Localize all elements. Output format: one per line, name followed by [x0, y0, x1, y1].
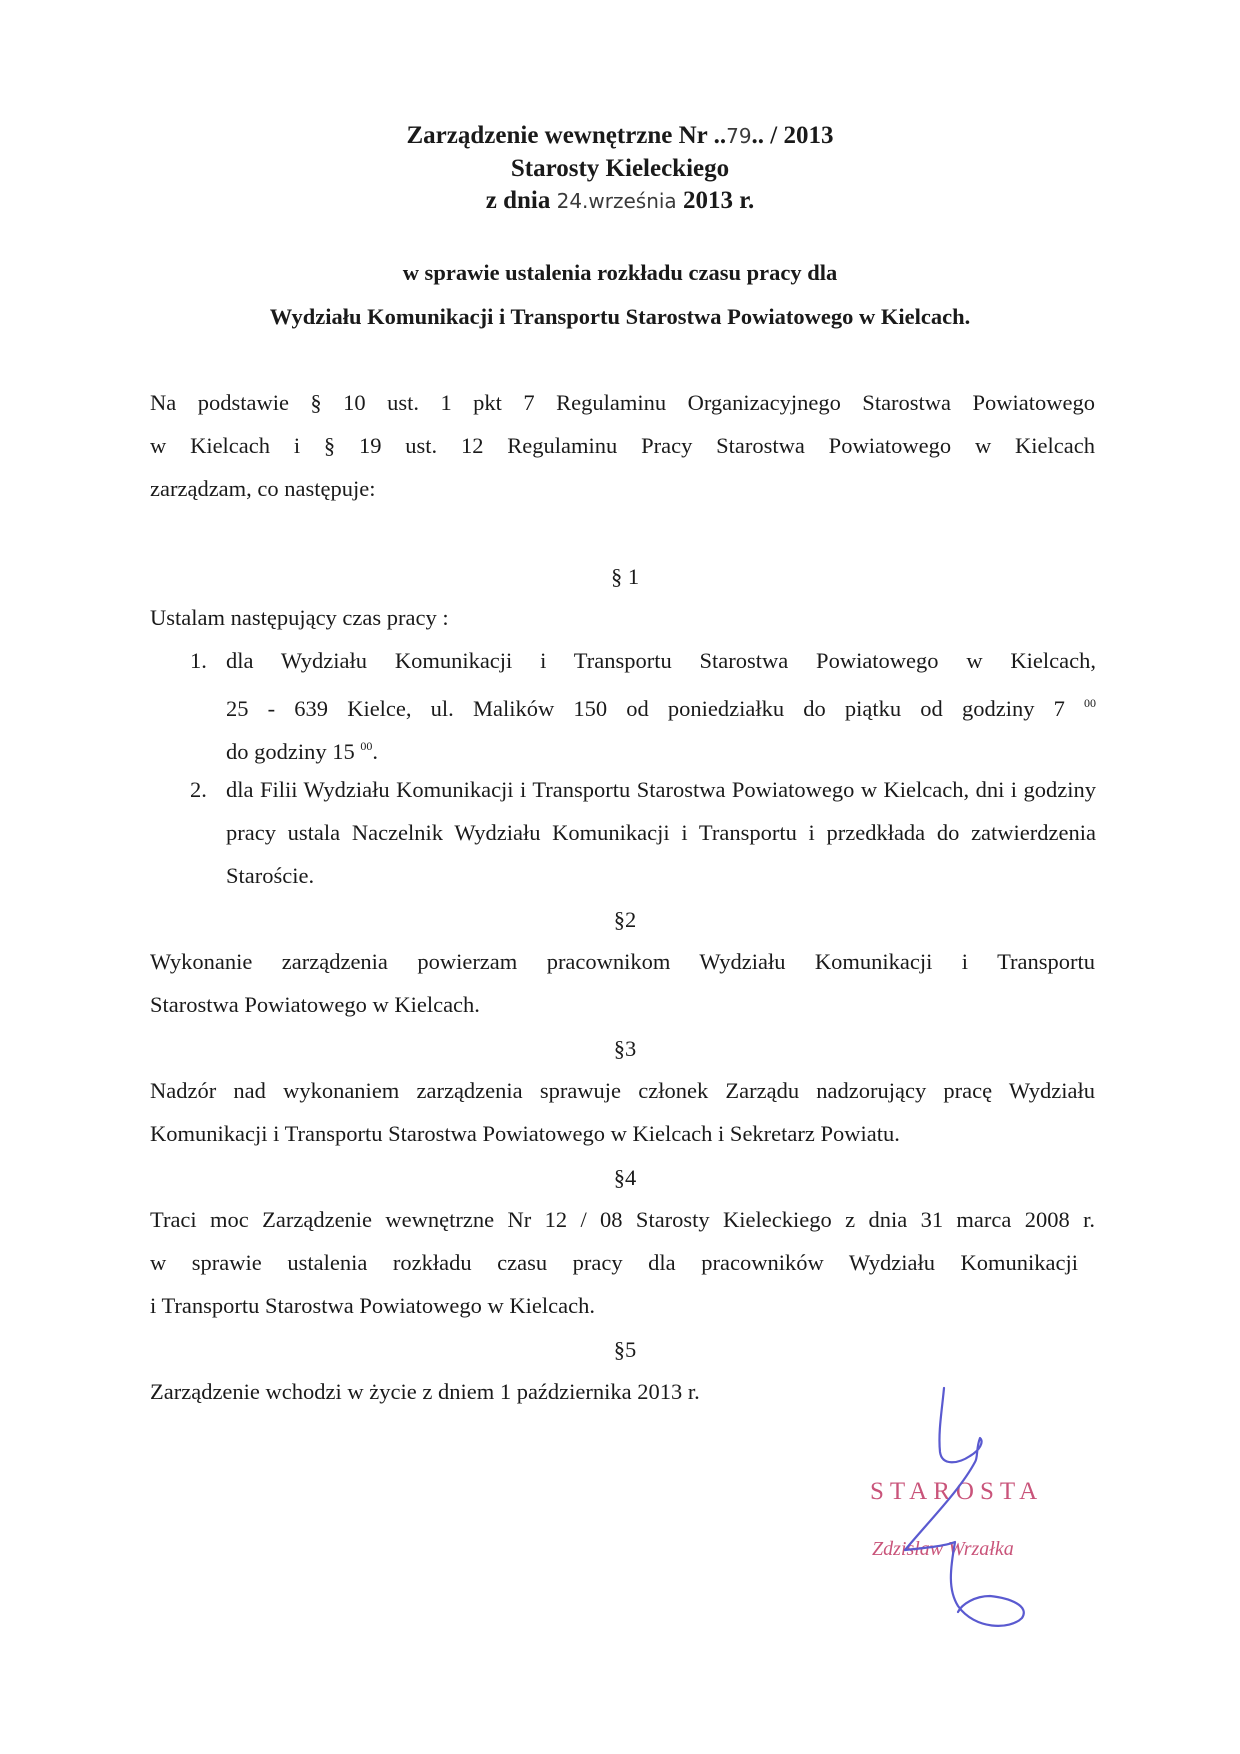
section-3-line-1: Nadzór nad wykonaniem zarządzenia sprawuje członek Zarządu nadzorujący pracę Wydziału: [150, 1078, 1095, 1103]
order-title: Zarządzenie wewnętrzne Nr ..79.. / 2013: [406, 122, 834, 149]
subject-line-1: w sprawie ustalenia rozkładu czasu pracy dla: [402, 260, 838, 285]
section-1-heading: § 1: [610, 564, 640, 589]
section-4-line-3: i Transportu Starostwa Powiatowego w Kielcach.: [150, 1293, 595, 1318]
item-1-line-2: 25 - 639 Kielce, ul. Malików 150 od poniedziałku do piątku od godziny 7 $^{00}$: [226, 696, 1097, 721]
section-4-line-2: w sprawie ustalenia rozkładu czasu pracy dla pracowników Wydziału Komunikacji: [150, 1250, 1078, 1275]
section-3-line-2: Komunikacji i Transportu Starostwa Powiatowego w Kielcach i Sekretarz Powiatu.: [150, 1121, 900, 1146]
section-5-heading: §5: [613, 1337, 637, 1362]
preamble-line-1: Na podstawie § 10 ust. 1 pkt 7 Regulaminu Organizacyjnego Starostwa Powiatowego: [150, 390, 1095, 415]
section-1-intro: Ustalam następujący czas pracy :: [150, 605, 449, 630]
signature-stroke: [905, 1388, 1024, 1626]
item-1-line-3: do godziny 15 $^{00}$.: [226, 739, 378, 764]
item-2-number: 2.: [190, 777, 207, 802]
section-2-line-2: Starostwa Powiatowego w Kielcach.: [150, 992, 480, 1017]
issuer-line: Starosty Kieleckiego: [510, 155, 730, 182]
section-5-line-1: Zarządzenie wchodzi w życie z dniem 1 października 2013 r.: [150, 1379, 700, 1404]
item-2-text: dla Filii Wydziału Komunikacji i Transportu Starostwa Powiatowego w Kielcach, dni i godziny pracy ustala Naczelnik Wydziału Komunikacji i Transportu i przedkłada do zatwierdzenia Staroście.: [226, 777, 1096, 888]
item-1-line-1: dla Wydziału Komunikacji i Transportu Starostwa Powiatowego w Kielcach,: [226, 648, 1096, 673]
starosta-stamp-name: Zdzisław Wrzałka: [872, 1538, 1014, 1560]
preamble-line-3: zarządzam, co następuje:: [150, 476, 376, 501]
section-4-heading: §4: [613, 1165, 637, 1190]
starosta-stamp-title: STAROSTA: [870, 1478, 1044, 1505]
handwritten-number: 79: [726, 124, 752, 148]
subject-line-2: Wydziału Komunikacji i Transportu Starostwa Powiatowego w Kielcach.: [269, 304, 971, 329]
section-2-line-1: Wykonanie zarządzenia powierzam pracownikom Wydziału Komunikacji i Transportu: [150, 949, 1095, 974]
item-1-number: 1.: [190, 648, 207, 673]
section-2-heading: §2: [613, 907, 637, 932]
section-4-line-1: Traci moc Zarządzenie wewnętrzne Nr 12 / 08 Starosty Kieleckiego z dnia 31 marca 2008 r.: [150, 1207, 1095, 1232]
section-3-heading: §3: [613, 1036, 637, 1061]
date-line: z dnia 24.września 2013 r.: [485, 187, 755, 214]
handwritten-date: 24.września: [556, 189, 677, 213]
preamble-line-2: w Kielcach i § 19 ust. 12 Regulaminu Pracy Starostwa Powiatowego w Kielcach: [150, 433, 1095, 458]
